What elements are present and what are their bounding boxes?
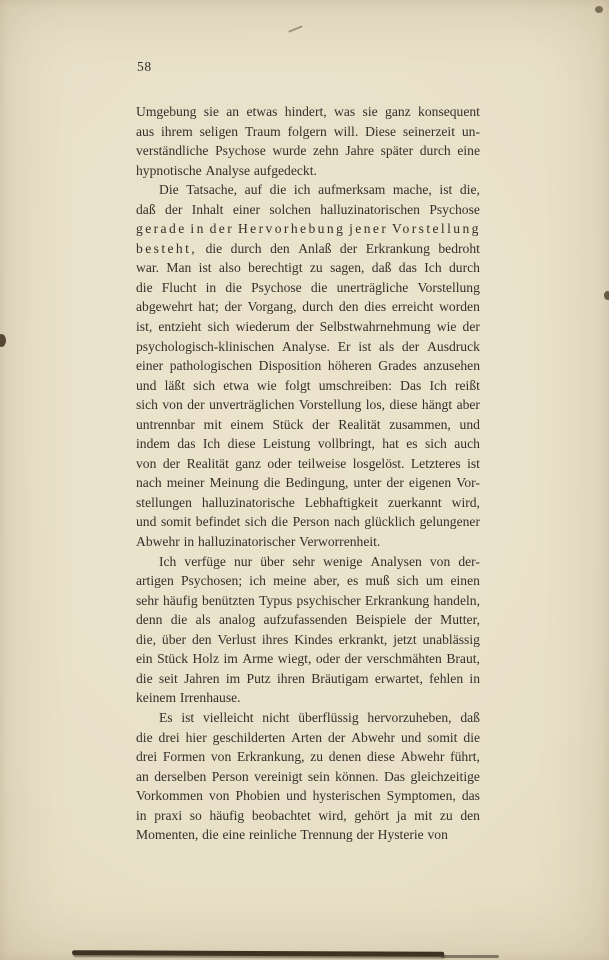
page-number: 58 xyxy=(137,59,152,74)
text-line: keinem Irrenhause. xyxy=(136,690,241,706)
pencil-mark xyxy=(288,25,303,32)
text-line: die, über den Verlust ihres Kindes erkrankt, jetzt unablässig xyxy=(136,631,480,647)
scan-artifact-bottom-streak xyxy=(72,950,444,957)
text-line: gerade in der Hervorhebung jener Vorstellung xyxy=(136,221,481,237)
text-line: hypnotische Analyse aufgedeckt. xyxy=(136,162,317,178)
text-line: die drei hier geschilderten Arten der Abwehr und somit die xyxy=(136,729,480,745)
paragraph xyxy=(136,182,480,553)
text-line: und läßt sich etwa wie folgt umschreiben: Das Ich reißt xyxy=(136,377,480,393)
scan-artifact-top-right xyxy=(595,6,603,13)
text-line: Ich verfüge nur über sehr wenige Analysen von der- xyxy=(159,553,480,569)
text-line: besteht, die durch den Anlaß der Erkrankung bedroht xyxy=(136,240,480,256)
text-line: untrennbar mit einem Stück der Realität zusammen, und xyxy=(136,416,480,432)
text-line: denn die als analog aufzufassenden Beispiele der Mutter, xyxy=(136,612,480,628)
text-line: ist, entzieht sich wiederum der Selbstwahrnehmung wie der xyxy=(136,319,480,335)
text-line: drei Formen von Erkrankung, zu denen diese Abwehr führt, xyxy=(136,749,480,765)
text-line: verständliche Psychose wurde zehn Jahre später durch eine xyxy=(136,143,480,159)
text-line: sich von der unverträglichen Vorstellung los, diese hängt aber xyxy=(136,397,480,413)
paragraph xyxy=(136,710,480,847)
text-line: die Flucht in die Psychose die unerträgliche Vorstellung xyxy=(136,279,480,295)
text-line: nach meiner Meinung die Bedingung, unter der eigenen Vor- xyxy=(136,475,480,491)
scan-artifact-bottom-streak2 xyxy=(441,955,499,958)
text-line: stellungen halluzinatorische Lebhaftigkeit zuerkannt wird, xyxy=(136,494,480,510)
text-line: Umgebung sie an etwas hindert, was sie ganz konsequent xyxy=(136,104,480,119)
text-line: sehr häufig benützten Typus psychischer Erkrankung handeln, xyxy=(136,592,480,608)
text-line: artigen Psychosen; ich meine aber, es muß sich um einen xyxy=(136,573,480,589)
text-line: einer pathologischen Disposition höheren Grades anzusehen xyxy=(136,358,480,374)
text-line: an derselben Person vereinigt sein können. Das gleichzeitige xyxy=(136,768,480,784)
paragraph xyxy=(136,554,480,710)
text-line: abgewehrt hat; der Vorgang, durch den dies erreicht worden xyxy=(136,299,480,315)
text-line: Es ist vielleicht nicht überflüssig hervorzuheben, daß xyxy=(159,709,480,725)
page-body xyxy=(136,104,480,847)
text-line: indem das Ich diese Leistung vollbringt, hat es sich auch xyxy=(136,436,480,452)
text-line: von der Realität ganz oder teilweise losgelöst. Letzteres ist xyxy=(136,455,480,471)
text-line: Die Tatsache, auf die ich aufmerksam mache, ist die, xyxy=(159,182,480,198)
scan-artifact-left-edge xyxy=(0,334,6,347)
text-line: ein Stück Holz im Arme wiegt, oder der verschmähten Braut, xyxy=(136,651,480,667)
text-line: Abwehr in halluzinatorischer Verworrenheit. xyxy=(136,534,381,550)
text-line: war. Man ist also berechtigt zu sagen, daß das Ich durch xyxy=(136,260,480,276)
paragraph xyxy=(136,104,480,182)
text-line: die seit Jahren im Putz ihren Bräutigam erwartet, fehlen in xyxy=(136,670,480,686)
text-line: Momenten, die eine reinliche Trennung der Hysterie von xyxy=(136,827,448,843)
scan-artifact-right-edge xyxy=(604,291,609,300)
text-line: aus ihrem seligen Traum folgern will. Diese seinerzeit un- xyxy=(136,123,480,139)
text-line: in praxi so häufig beobachtet wird, gehört ja mit zu den xyxy=(136,807,480,823)
text-line: und somit befindet sich die Person nach glücklich gelungener xyxy=(136,514,480,530)
text-line: Vorkommen von Phobien und hysterischen Symptomen, das xyxy=(136,788,480,804)
text-line: psychologisch-klinischen Analyse. Er ist als der Ausdruck xyxy=(136,338,480,354)
text-line: daß der Inhalt einer solchen halluzinatorischen Psychose xyxy=(136,201,480,217)
